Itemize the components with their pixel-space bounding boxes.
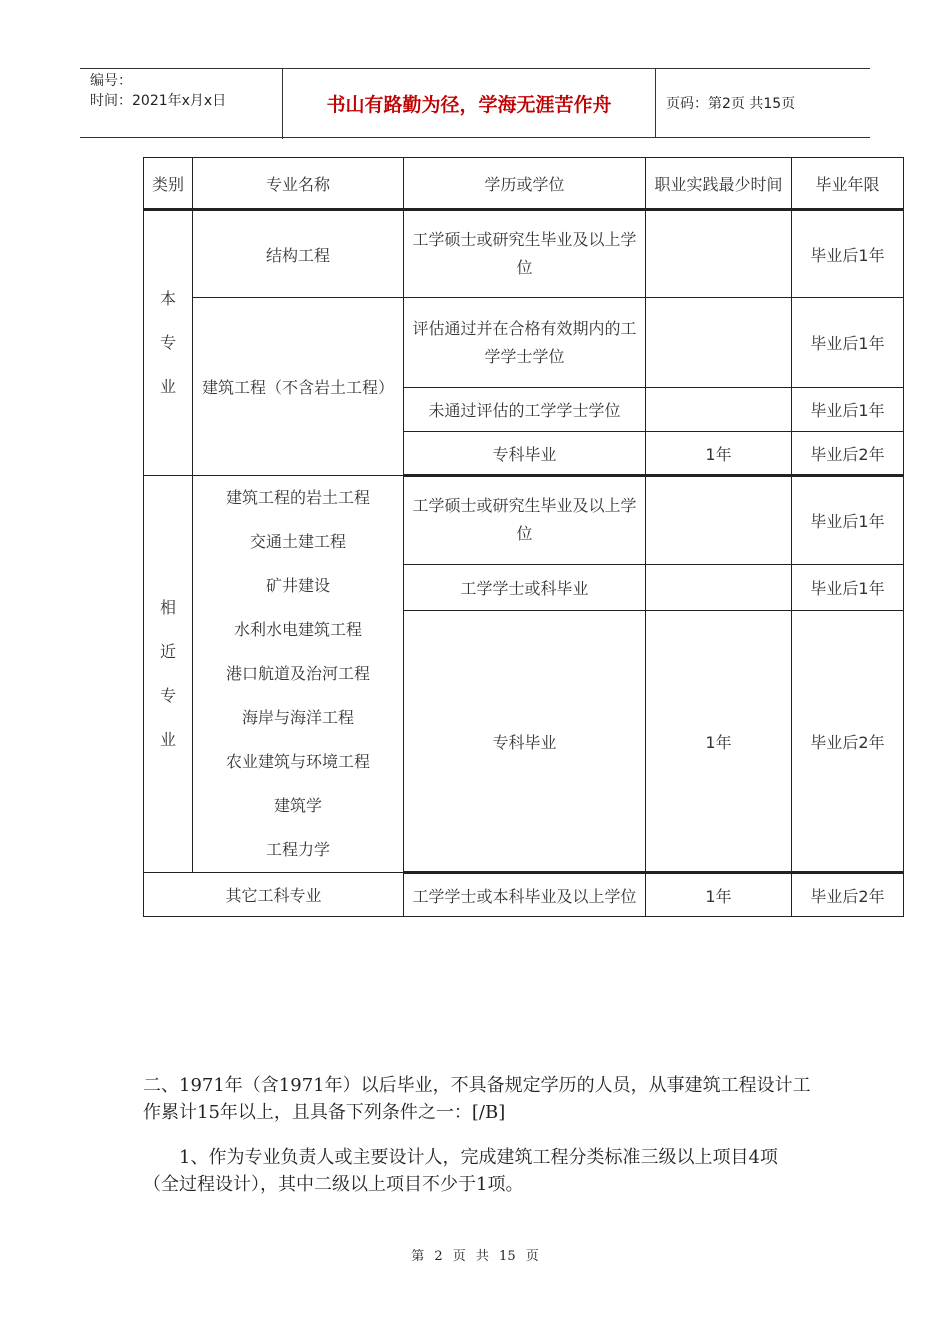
degree-cell: 专科毕业 xyxy=(404,432,646,476)
doc-date: 时间：2021年x月x日 xyxy=(90,93,227,109)
header-left xyxy=(80,69,283,139)
list-item: 建筑学 xyxy=(273,796,322,815)
category-own-major: 本 专 业 xyxy=(144,210,193,476)
list-item: 工程力学 xyxy=(265,840,330,859)
practice-cell xyxy=(646,388,792,432)
major-building: 建筑工程（不含岩土工程） xyxy=(193,298,404,476)
table-row xyxy=(144,298,904,388)
list-item: 建筑工程的岩土工程 xyxy=(225,488,370,507)
header-motto: 书山有路勤为径，学海无涯苦作舟 xyxy=(283,69,656,137)
category-related-major: 相 近 专 业 xyxy=(144,476,193,873)
doc-number: 编号： xyxy=(90,73,132,89)
degree-cell: 工学硕士或研究生毕业及以上学 位 xyxy=(404,476,646,565)
header-category: 类别 xyxy=(144,158,193,210)
degree-cell: 评估通过并在合格有效期内的工 学学士学位 xyxy=(404,298,646,388)
practice-cell: 1年 xyxy=(646,432,792,476)
table-row xyxy=(144,476,904,565)
header-page-info: 页码：第2页 共15页 xyxy=(666,96,796,112)
list-item: 水利水电建筑工程 xyxy=(233,620,362,639)
list-item: 矿井建设 xyxy=(265,576,330,595)
practice-cell xyxy=(646,476,792,565)
list-item: 农业建筑与环境工程 xyxy=(225,752,370,771)
page-header xyxy=(80,68,870,138)
degree-cell: 专科毕业 xyxy=(404,611,646,873)
degree-cell: 工学硕士或研究生毕业及以上学 位 xyxy=(404,210,646,298)
years-cell: 毕业后2年 xyxy=(792,432,904,476)
practice-cell: 1年 xyxy=(646,611,792,873)
years-cell: 毕业后1年 xyxy=(792,564,904,610)
years-cell: 毕业后2年 xyxy=(792,611,904,873)
table-header-row xyxy=(144,158,904,210)
degree-cell: 工学学士或本科毕业及以上学位 xyxy=(404,873,646,917)
degree-cell: 未通过评估的工学学士学位 xyxy=(404,388,646,432)
list-item: 港口航道及治河工程 xyxy=(225,664,370,683)
years-cell: 毕业后1年 xyxy=(792,210,904,298)
table-row xyxy=(144,210,904,298)
major-structural: 结构工程 xyxy=(193,210,404,298)
header-practice: 职业实践最少时间 xyxy=(646,158,792,210)
header-degree: 学历或学位 xyxy=(404,158,646,210)
qualification-table xyxy=(143,157,904,917)
list-item: 交通土建工程 xyxy=(249,532,346,551)
page-footer: 第 2 页 共 15 页 xyxy=(411,1249,539,1264)
other-major: 其它工科专业 xyxy=(144,873,404,917)
table-row xyxy=(144,873,904,917)
years-cell: 毕业后1年 xyxy=(792,388,904,432)
paragraph-2: 二、1971年（含1971年）以后毕业，不具备规定学历的人员，从事建筑工程设计工作累计15年以上，且具备下列条件之一：[/B] xyxy=(143,1075,811,1123)
practice-cell: 1年 xyxy=(646,873,792,917)
years-cell: 毕业后2年 xyxy=(792,873,904,917)
list-item: 海岸与海洋工程 xyxy=(241,708,354,727)
practice-cell xyxy=(646,210,792,298)
paragraph-item-1: 1、作为专业负责人或主要设计人，完成建筑工程分类标准三级以上项目4项（全过程设计），其中二级以上项目不少于1项。 xyxy=(143,1147,778,1195)
header-major: 专业名称 xyxy=(193,158,404,210)
related-majors-list xyxy=(193,476,404,873)
practice-cell xyxy=(646,298,792,388)
degree-cell: 工学学士或科毕业 xyxy=(404,564,646,610)
practice-cell xyxy=(646,564,792,610)
header-years: 毕业年限 xyxy=(792,158,904,210)
years-cell: 毕业后1年 xyxy=(792,298,904,388)
years-cell: 毕业后1年 xyxy=(792,476,904,565)
